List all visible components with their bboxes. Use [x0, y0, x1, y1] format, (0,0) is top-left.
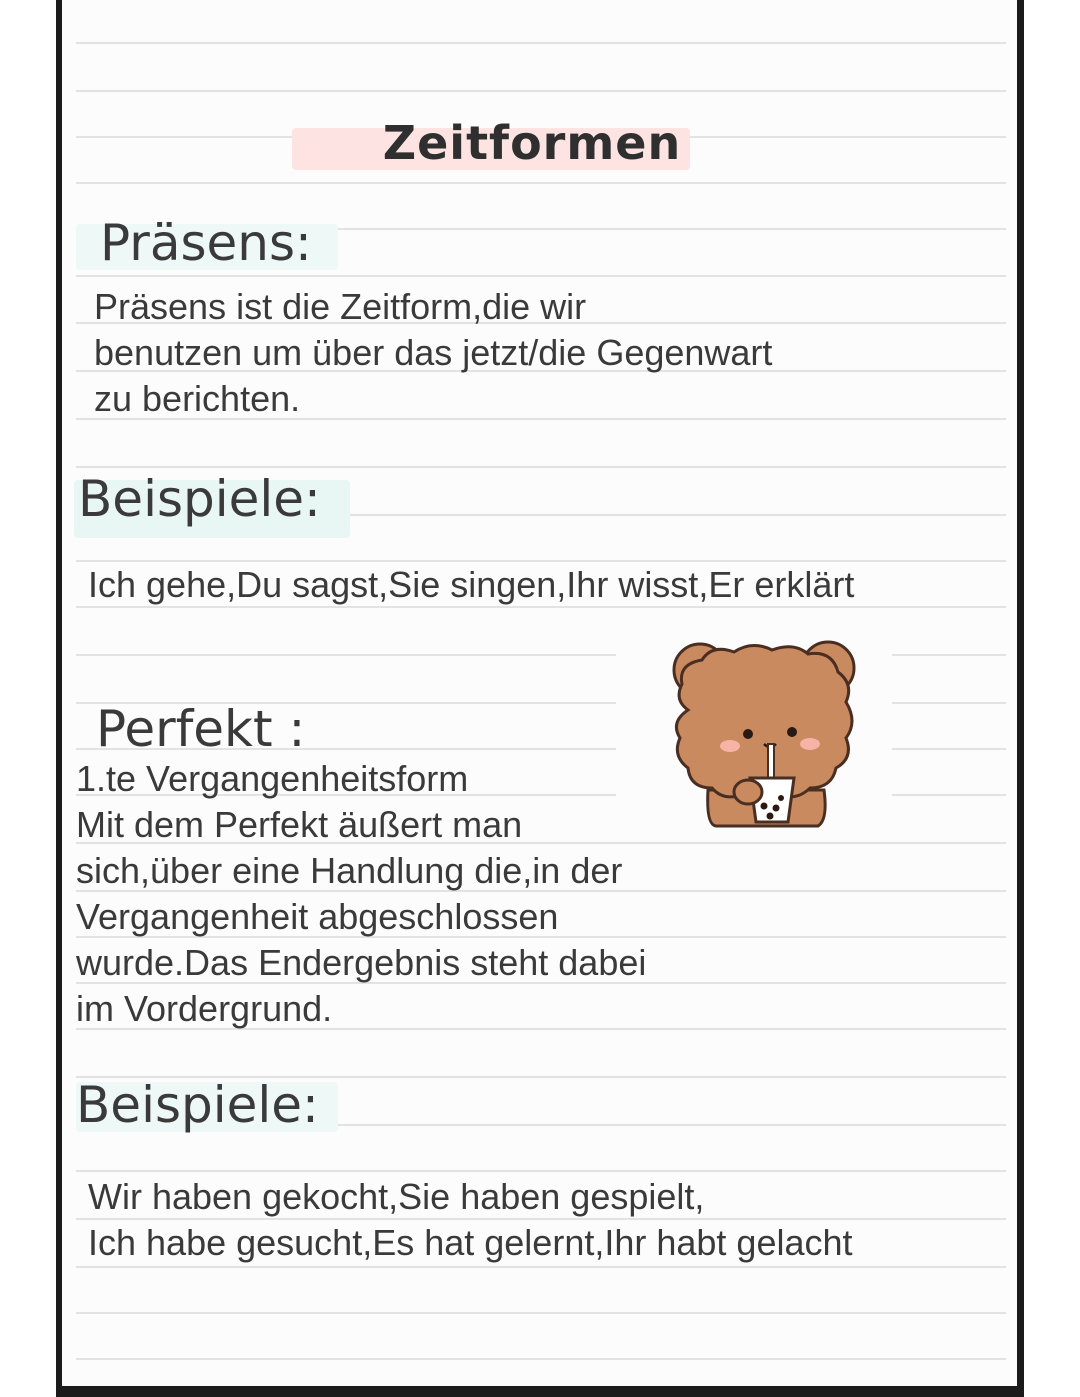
ruled-line [892, 748, 1006, 750]
example-line: Wir haben gekocht,Sie haben gespielt, [88, 1176, 705, 1217]
ruled-line [76, 1170, 1006, 1172]
text-line: benutzen um über das jetzt/die Gegenwart [94, 332, 773, 373]
perfekt-examples-heading: Beispiele: [76, 1076, 319, 1134]
ruled-line [892, 654, 1006, 656]
praesens-examples [88, 562, 854, 608]
frame-right-edge [1017, 0, 1024, 1397]
page-title: Zeitformen [382, 116, 682, 170]
text-line: Vergangenheit abgeschlossen [76, 896, 559, 937]
text-line: sich,über eine Handlung die,in der [76, 850, 623, 891]
ruled-line [76, 42, 1006, 44]
ruled-line [76, 1312, 1006, 1314]
example-line: Ich habe gesucht,Es hat gelernt,Ihr habt gelacht [88, 1222, 853, 1263]
ruled-line [76, 275, 1006, 277]
praesens-description [94, 284, 772, 422]
note-page [62, 0, 1017, 1386]
frame-bottom-edge [56, 1386, 1024, 1397]
text-line: Mit dem Perfekt äußert man [76, 804, 523, 845]
text-line: im Vordergrund. [76, 988, 333, 1029]
ruled-line [76, 1358, 1006, 1360]
ruled-line [76, 182, 1006, 184]
praesens-heading: Präsens: [100, 214, 312, 272]
ruled-line [76, 1266, 1006, 1268]
ruled-line [892, 702, 1006, 704]
ruled-line [76, 466, 1006, 468]
text-line: Präsens ist die Zeitform,die wir [94, 286, 587, 327]
perfekt-description [76, 756, 646, 1032]
text-line: zu berichten. [94, 378, 301, 419]
example-line: Ich gehe,Du sagst,Sie singen,Ihr wisst,Er erklärt [88, 564, 855, 605]
bear-drinking-bubble-tea-icon [668, 640, 858, 840]
perfekt-heading: Perfekt : [96, 700, 306, 758]
ruled-line [76, 654, 616, 656]
praesens-examples-heading: Beispiele: [78, 470, 321, 528]
text-line: 1.te Vergangenheitsform [76, 758, 469, 799]
ruled-line [892, 794, 1006, 796]
perfekt-examples [88, 1174, 853, 1266]
ruled-line [76, 90, 1006, 92]
text-line: wurde.Das Endergebnis steht dabei [76, 942, 647, 983]
